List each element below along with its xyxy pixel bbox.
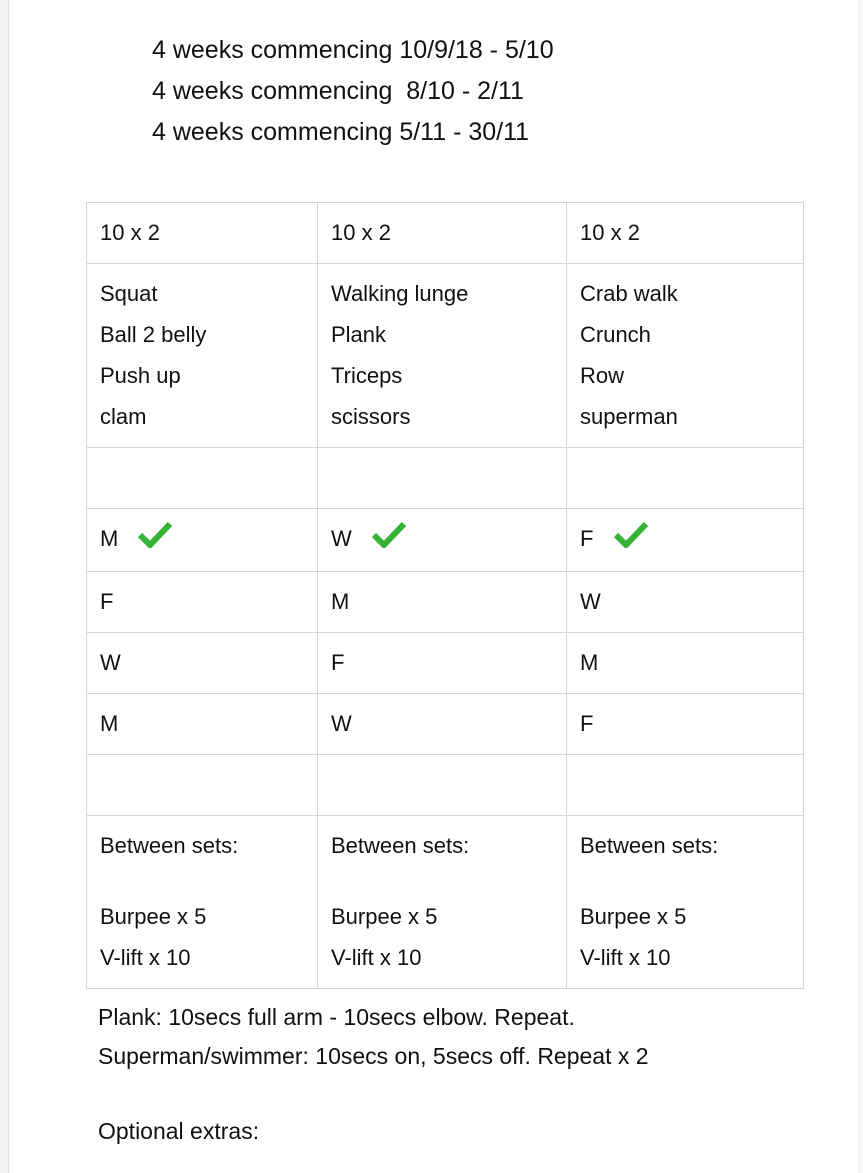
day-cell: F — [567, 694, 804, 755]
between-sets-title: Between sets: — [580, 833, 719, 858]
table-row-day-2 — [87, 572, 804, 633]
exercise-line: Triceps — [331, 363, 403, 388]
exercise-line: Push up — [100, 363, 181, 388]
between-sets-line: Burpee x 5 — [331, 904, 438, 929]
footer-notes — [98, 998, 818, 1151]
workout-table — [86, 202, 804, 989]
day-cell: W — [318, 694, 567, 755]
between-sets-cell-1 — [87, 816, 318, 989]
between-sets-line: Burpee x 5 — [580, 904, 687, 929]
day-cell: M — [567, 633, 804, 694]
day-cell: M — [318, 572, 567, 633]
exercise-line: Crunch — [580, 322, 651, 347]
exercise-line: clam — [100, 404, 147, 429]
between-sets-gap — [580, 866, 803, 896]
table-row-between-sets — [87, 816, 804, 989]
between-sets-cell-3 — [567, 816, 804, 989]
check-icon — [138, 520, 172, 561]
between-sets-title: Between sets: — [100, 833, 239, 858]
day-cell: M — [87, 694, 318, 755]
table-row-spacer-1 — [87, 448, 804, 509]
optional-extras-label: Optional extras: — [98, 1118, 260, 1144]
table-row-exercises — [87, 264, 804, 448]
between-sets-cell-2 — [318, 816, 567, 989]
between-sets-gap — [331, 866, 566, 896]
footer-line-plank: Plank: 10secs full arm - 10secs elbow. Repeat. — [98, 1004, 575, 1030]
sets-cell-1: 10 x 2 — [87, 203, 318, 264]
spacer-cell — [87, 755, 318, 816]
spacer-cell — [567, 448, 804, 509]
table-row-spacer-2 — [87, 755, 804, 816]
sets-cell-2: 10 x 2 — [318, 203, 567, 264]
between-sets-line: V-lift x 10 — [100, 945, 191, 970]
exercise-line: Ball 2 belly — [100, 322, 207, 347]
exercise-line: Walking lunge — [331, 281, 469, 306]
table-row-day-4 — [87, 694, 804, 755]
exercise-cell-1 — [87, 264, 318, 448]
between-sets-line: V-lift x 10 — [331, 945, 422, 970]
heading-line-1: 4 weeks commencing 10/9/18 - 5/10 — [152, 36, 554, 64]
exercise-line: Crab walk — [580, 281, 678, 306]
between-sets-title: Between sets: — [331, 833, 470, 858]
spacer-cell — [87, 448, 318, 509]
page-left-margin — [0, 0, 9, 1173]
check-icon — [372, 520, 406, 561]
day-label: W — [331, 526, 352, 551]
heading-block — [152, 30, 792, 153]
between-sets-line: Burpee x 5 — [100, 904, 207, 929]
heading-line-3: 4 weeks commencing 5/11 - 30/11 — [152, 118, 530, 146]
footer-gap — [98, 1076, 818, 1112]
page-right-margin — [857, 0, 863, 1173]
day-cell — [567, 509, 804, 572]
day-label: F — [580, 526, 594, 551]
exercise-cell-3 — [567, 264, 804, 448]
between-sets-line: V-lift x 10 — [580, 945, 671, 970]
day-cell: F — [87, 572, 318, 633]
exercise-cell-2 — [318, 264, 567, 448]
spacer-cell — [318, 755, 567, 816]
exercise-line: scissors — [331, 404, 411, 429]
day-cell: W — [567, 572, 804, 633]
sets-cell-3: 10 x 2 — [567, 203, 804, 264]
day-label: M — [100, 526, 119, 551]
between-sets-gap — [100, 866, 317, 896]
check-icon — [614, 520, 648, 561]
day-cell: W — [87, 633, 318, 694]
table-row-sets — [87, 203, 804, 264]
table-row-day-1 — [87, 509, 804, 572]
day-cell — [87, 509, 318, 572]
heading-line-2: 4 weeks commencing 8/10 - 2/11 — [152, 77, 524, 105]
spacer-cell — [567, 755, 804, 816]
exercise-line: superman — [580, 404, 678, 429]
table-row-day-3 — [87, 633, 804, 694]
day-cell — [318, 509, 567, 572]
footer-line-superman: Superman/swimmer: 10secs on, 5secs off. Repeat x 2 — [98, 1043, 649, 1069]
exercise-line: Plank — [331, 322, 387, 347]
day-cell: F — [318, 633, 567, 694]
exercise-line: Row — [580, 363, 625, 388]
exercise-line: Squat — [100, 281, 158, 306]
spacer-cell — [318, 448, 567, 509]
